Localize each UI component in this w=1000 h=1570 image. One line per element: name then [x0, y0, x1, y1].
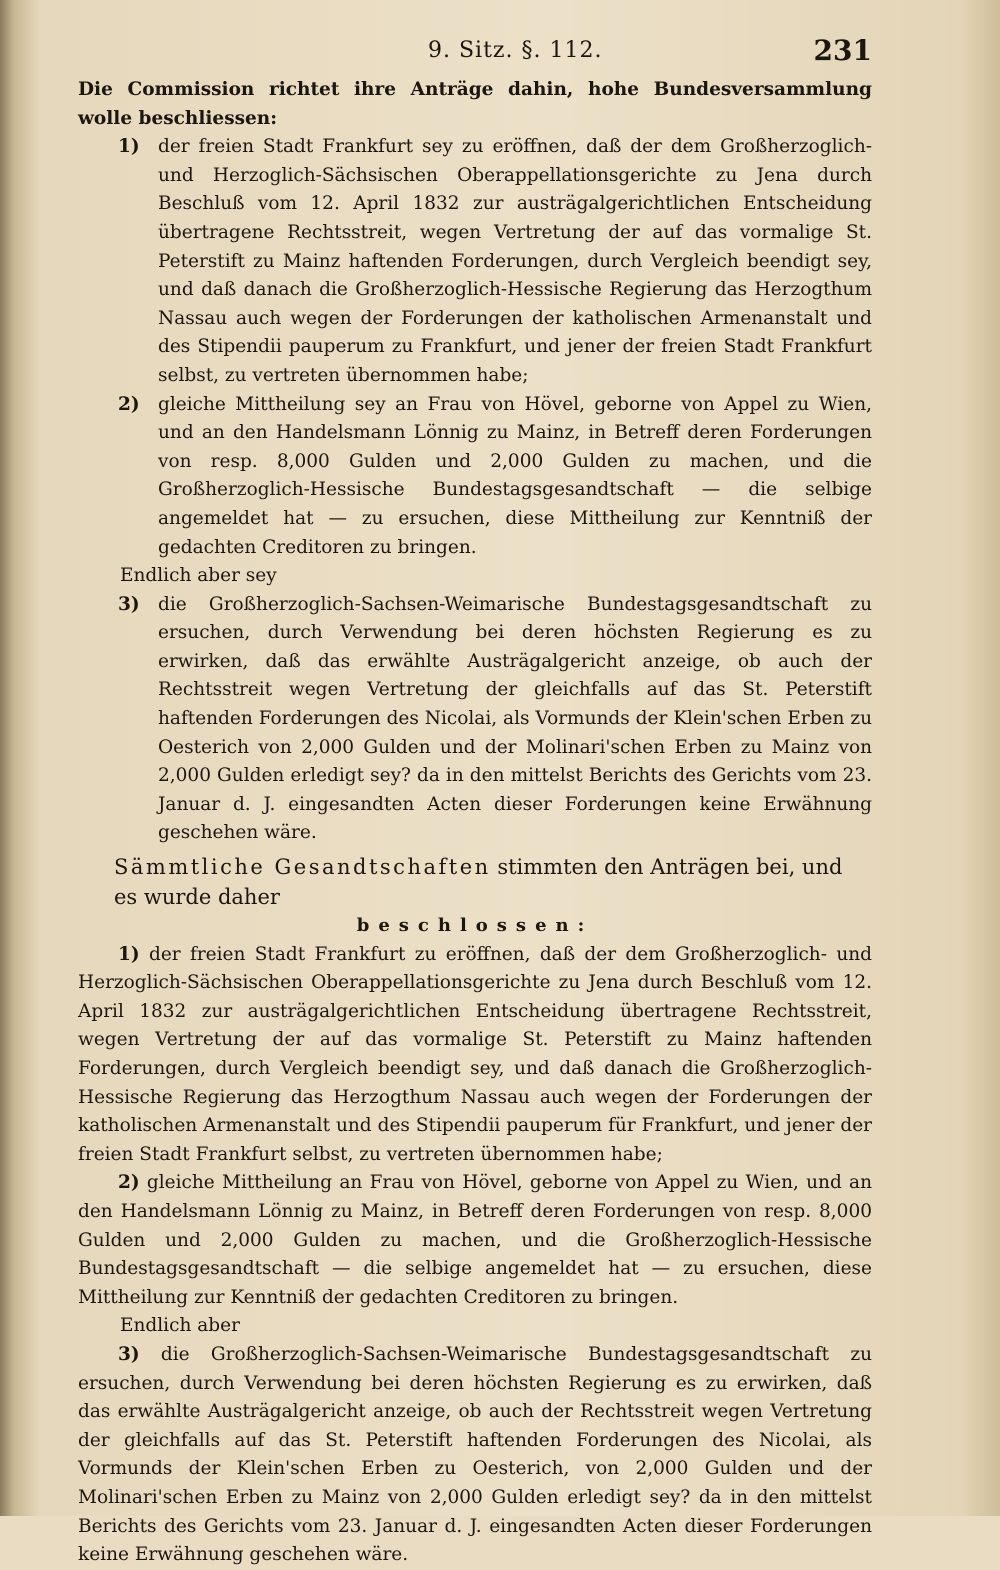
item-text: die Großherzoglich-Sachsen-Weimarische Bundestagsgesandtschaft zu ersuchen, durch Verwendung bei deren höchsten Regierung es zu erwirken, daß das erwählte Austrägalgericht anzeige, ob auch der Rechtsstreit wegen Vertretung der gleichfalls auf das St. Peterstift haftenden Forderungen des Nicolai, als Vormunds der Klein'schen Erben zu Oesterich, von 2,000 Gulden und der Molinari'schen Erben zu Mainz von 2,000 Gulden erledigt sey? da in den mittelst Berichts des Gerichts vom 23. Januar d. J. eingesandten Acten dieser Forderungen keine Erwähnung geschehen wäre.	[78, 1343, 872, 1566]
proposal-item-3	[78, 591, 872, 848]
item-text: der freien Stadt Frankfurt zu eröffnen, daß der dem Großherzoglich- und Herzoglich-Sächsischen Oberappellationsgerichte zu Jena durch Beschluß vom 12. April 1832 zur austrägalgerichtlichen Entscheidung übertragene Rechtsstreit, wegen Vertretung der auf das vormalige St. Peterstift zu Mainz haftenden Forderungen, durch Vergleich beendigt sey, und daß danach die Großherzoglich-Hessische Regierung das Herzogthum Nassau auch wegen der Forderungen der katholischen Armenanstalt und des Stipendii pauperum für Frankfurt, und jener der freien Stadt Frankfurt selbst, zu vertreten übernommen habe;	[78, 943, 872, 1165]
item-number: 1)	[118, 943, 140, 965]
beschlossen-heading: beschlossen:	[356, 915, 594, 937]
item-number: 3)	[118, 593, 140, 615]
proposal-item-2	[78, 391, 872, 563]
item-number: 2)	[118, 393, 140, 415]
item-number: 2)	[118, 1172, 140, 1194]
resolution-item-1	[78, 941, 872, 1170]
item-text: die Großherzoglich-Sachsen-Weimarische Bundestagsgesandtschaft zu ersuchen, durch Verwendung bei deren höchsten Regierung es zu erwirken, daß das erwählte Austrägalgericht anzeige, ob auch der Rechtsstreit wegen Vertretung der gleichfalls auf das St. Peterstift haftenden Forderungen des Nicolai, als Vormunds der Klein'schen Erben zu Oesterich von 2,000 Gulden und der Molinari'schen Erben zu Mainz von 2,000 Gulden erledigt sey? da in den mittelst Berichts des Gerichts vom 23. Januar d. J. eingesandten Acten dieser Forderungen keine Erwähnung geschehen wäre.	[158, 593, 872, 844]
item-number: 3)	[118, 1343, 140, 1365]
running-head: 9. Sitz. §. 112.	[428, 38, 603, 63]
page-body	[78, 76, 872, 1570]
item-text: der freien Stadt Frankfurt sey zu eröffnen, daß der dem Großherzoglich- und Herzoglich-Sächsischen Oberappellationsgerichte zu Jena durch Beschluß vom 12. April 1832 zur austrägalgerichtlichen Entscheidung übertragene Rechtsstreit, wegen Vertretung der auf das vormalige St. Peterstift zu Mainz haftenden Forderungen, durch Vergleich beendigt sey, und daß danach die Großherzoglich-Hessische Regierung das Herzogthum Nassau auch wegen der Forderungen der katholischen Armenanstalt und des Stipendii pauperum zu Frankfurt, und jener der freien Stadt Frankfurt selbst, zu vertreten übernommen habe;	[158, 136, 872, 386]
item-text: gleiche Mittheilung sey an Frau von Hövel, geborne von Appel zu Wien, und an den Handelsmann Lönnig zu Mainz, in Betreff deren Forderungen von resp. 8,000 Gulden und 2,000 Gulden zu machen, und die Großherzoglich-Hessische Bundestagsgesandtschaft — die selbige angemeldet hat — zu ersuchen, diese Mittheilung zur Kenntniß der gedachten Creditoren zu bringen.	[158, 393, 872, 558]
endlich-line-1: Endlich aber sey	[120, 565, 277, 587]
proposal-item-1	[78, 133, 872, 390]
page-number: 231	[813, 34, 872, 67]
resolution-heading	[78, 852, 872, 912]
item-text: gleiche Mittheilung an Frau von Hövel, geborne von Appel zu Wien, und an den Handelsmann Lönnig zu Mainz, in Betreff deren Forderungen von resp. 8,000 Gulden und 2,000 Gulden zu machen, und die Großherzoglich-Hessische Bundestagsgesandtschaft — die selbige angemeldet hat — zu ersuchen, diese Mittheilung zur Kenntniß der gedachten Creditoren zu bringen.	[78, 1172, 872, 1308]
endlich-line-2: Endlich aber	[120, 1315, 240, 1337]
item-number: 1)	[118, 136, 140, 158]
resolution-item-3	[78, 1341, 872, 1570]
resolution-rest: stimmten den Anträgen bei, und es wurde daher	[114, 855, 843, 910]
resolution-lead: Sämmtliche Gesandtschaften	[114, 855, 491, 880]
resolution-item-2	[78, 1169, 872, 1312]
intro-paragraph: Die Commission richtet ihre Anträge dahin, hohe Bundesversammlung wolle beschliessen:	[78, 79, 872, 129]
proposal-list-final	[78, 591, 872, 848]
proposal-list	[78, 133, 872, 562]
page-header	[78, 34, 872, 70]
